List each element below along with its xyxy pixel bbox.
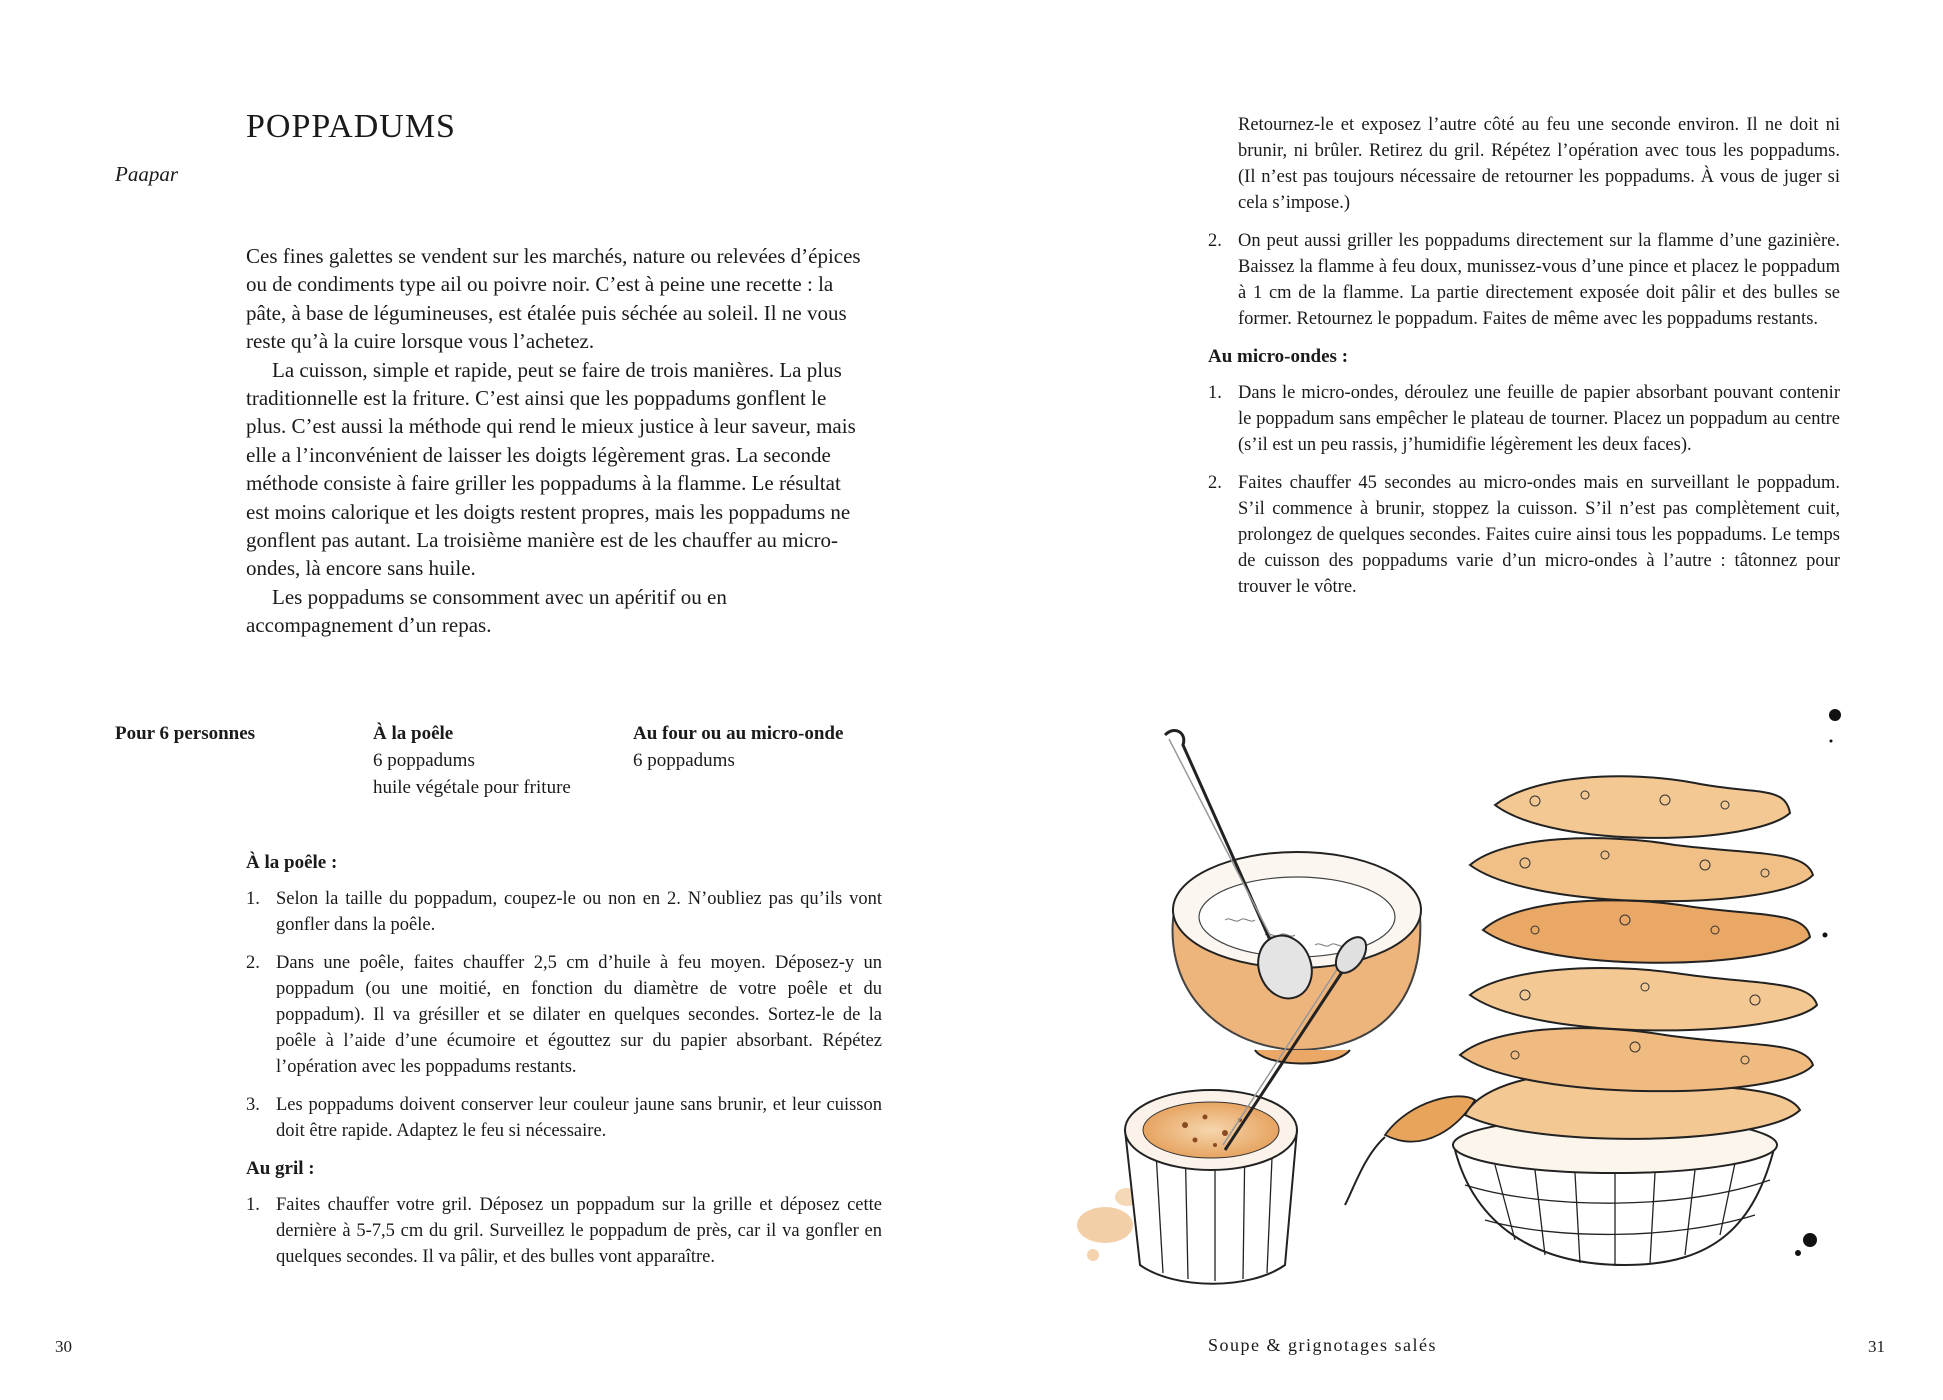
poppadums-illustration — [1065, 705, 1865, 1295]
method-grill-continued — [1208, 112, 1840, 612]
page-number-right: 31 — [1868, 1337, 1885, 1356]
step-text: Dans une poêle, faites chauffer 2,5 cm d’huile à feu moyen. Déposez-y un poppadum (ou une moitié, en fonction du diamètre de votre poêle et du poppadum). Il va grésiller et se dilater en quelques secondes. Sortez-le de la poêle à l’aide d’une écumoire et égouttez sur du papier absorbant. Répétez l’opération avec les poppadums restants. — [276, 953, 882, 1077]
recipe-subtitle: Paapar — [115, 162, 178, 186]
step-item: 2. On peut aussi griller les poppadums directement sur la flamme d’une gazinière. Baissez la flamme à feu doux, munissez-vous d’une pince et placez le poppadum à 1 cm de la flamme. La partie directement exposée doit pâlir et des bulles se former. Retournez le poppadum. Faites de même avec les poppadums restants. — [1208, 231, 1840, 329]
intro-paragraph: La cuisson, simple et rapide, peut se faire de trois manières. La plus traditionnelle est la friture. C’est ainsi que les poppadums gonflent le plus. C’est aussi la méthode qui rend le mieux justice à leur saveur, mais elle a l’inconvénient de laisser les doigts légèrement gras. La seconde méthode consiste à faire griller les poppadums à la flamme. Le résultat est moins calorique et les doigts restent propres, mais les poppadums ne gonflent pas autant. La troisième manière est de les chauffer au micro-ondes, là encore sans huile. — [246, 357, 856, 581]
ingredients-oven-heading: Au four ou au micro-onde — [633, 723, 844, 744]
intro-paragraph: Les poppadums se consomment avec un apéritif ou en accompagnement d’un repas. — [246, 584, 727, 638]
step-item: 2. Faites chauffer 45 secondes au micro-ondes mais en surveillant le poppadum. S’il commence à brunir, stoppez la cuisson. S’il n’est pas complètement cuit, prolongez de quelques secondes. Faites cuire ainsi tous les poppadums. Le temps de cuisson des poppadums varie d’un micro-ondes à l’autre : tâtonnez pour trouver le vôtre. — [1208, 473, 1840, 597]
ingredients-pan-heading: À la poêle — [373, 723, 454, 744]
step-item: 2. Dans une poêle, faites chauffer 2,5 cm d’huile à feu moyen. Déposez-y un poppadum (ou une moitié, en fonction du diamètre de votre poêle et du poppadum). Il va grésiller et se dilater en quelques secondes. Sortez-le de la poêle à l’aide d’une écumoire et égouttez sur du papier absorbant. Répétez l’opération avec les poppadums restants. — [246, 953, 882, 1077]
intro-paragraph: Ces fines galettes se vendent sur les marchés, nature ou relevées d’épices ou de condiments type ail ou poivre noir. C’est à peine une recette : la pâte, à base de légumineuses, est étalée puis séchée au soleil. Il ne vous reste qu’à la cuire lorsque vous l’achetez. — [246, 244, 861, 354]
bowl-small — [1125, 1090, 1297, 1284]
poppadum-stack — [1460, 776, 1817, 1139]
ingredient-item: 6 poppadums — [373, 750, 475, 771]
left-page — [0, 0, 971, 1400]
step-item: 1. Faites chauffer votre gril. Déposez un poppadum sur la grille et déposez cette dernière à 5-7,5 cm du gril. Surveillez le poppadum de près, car il va gonfler en quelques secondes. Il va pâlir, et des bulles vont apparaître. — [246, 1195, 882, 1267]
ingredient-item: 6 poppadums — [633, 750, 735, 771]
chapter-title: Soupe & grignotages salés — [1208, 1335, 1437, 1355]
step-text: Retournez-le et exposez l’autre côté au feu une seconde environ. Il ne doit ni brunir, ni brûler. Retirez du gril. Répétez l’opération avec tous les poppadums. (Il n’est pas toujours nécessaire de retourner les poppadums. À vous de juger si cela s’impose.) — [1238, 115, 1840, 213]
recipe-title: POPPADUMS — [246, 108, 456, 145]
step-text: Dans le micro-ondes, déroulez une feuille de papier absorbant pouvant contenir le poppadum sans empêcher le plateau de tourner. Placez un poppadum au centre (s’il est un peu rassis, j’humidifie légèrement les deux faces). — [1238, 383, 1840, 455]
method-grill-heading: Au gril : — [246, 1158, 315, 1179]
method-pan — [246, 850, 882, 1282]
ingredients-oven — [633, 720, 843, 774]
intro-text — [246, 242, 866, 640]
step-item: 3. Les poppadums doivent conserver leur couleur jaune sans brunir, et leur cuisson doit être rapide. Adaptez le feu si nécessaire. — [246, 1095, 882, 1141]
step-item: 1. Dans le micro-ondes, déroulez une feuille de papier absorbant pouvant contenir le poppadum sans empêcher le plateau de tourner. Placez un poppadum au centre (s’il est un peu rassis, j’humidifie légèrement les deux faces). — [1208, 383, 1840, 455]
ink-dots — [1795, 709, 1841, 1256]
serves-label — [115, 720, 255, 747]
page-number-left: 30 — [55, 1337, 72, 1356]
step-item-continued — [1208, 112, 1840, 216]
watercolor-splash — [1077, 1188, 1139, 1261]
step-item: 1. Selon la taille du poppadum, coupez-le ou non en 2. N’oubliez pas qu’ils vont gonfler dans la poêle. — [246, 889, 882, 935]
serves-text: Pour 6 personnes — [115, 723, 256, 744]
step-text: Selon la taille du poppadum, coupez-le ou non en 2. N’oubliez pas qu’ils vont gonfler dans la poêle. — [276, 889, 882, 935]
method-micro-heading: Au micro-ondes : — [1208, 346, 1349, 367]
ingredient-item: huile végétale pour friture — [373, 777, 571, 798]
step-text: On peut aussi griller les poppadums directement sur la flamme d’une gazinière. Baissez la flamme à feu doux, munissez-vous d’une pince et placez le poppadum à 1 cm de la flamme. La partie directement exposée doit pâlir et des bulles se former. Retournez le poppadum. Faites de même avec les poppadums restants. — [1238, 231, 1840, 329]
step-text: Faites chauffer 45 secondes au micro-ondes mais en surveillant le poppadum. S’il commence à brunir, stoppez la cuisson. S’il n’est pas complètement cuit, prolongez de quelques secondes. Faites cuire ainsi tous les poppadums. Le temps de cuisson des poppadums varie d’un micro-ondes à l’autre : tâtonnez pour trouver le vôtre. — [1238, 473, 1840, 597]
method-pan-heading: À la poêle : — [246, 852, 338, 873]
ingredients-pan — [373, 720, 571, 801]
step-text: Faites chauffer votre gril. Déposez un poppadum sur la grille et déposez cette dernière à 5-7,5 cm du gril. Surveillez le poppadum de près, car il va gonfler en quelques secondes. Il va pâlir, et des bulles vont apparaître. — [276, 1195, 882, 1267]
step-text: Les poppadums doivent conserver leur couleur jaune sans brunir, et leur cuisson doit être rapide. Adaptez le feu si nécessaire. — [276, 1095, 882, 1141]
